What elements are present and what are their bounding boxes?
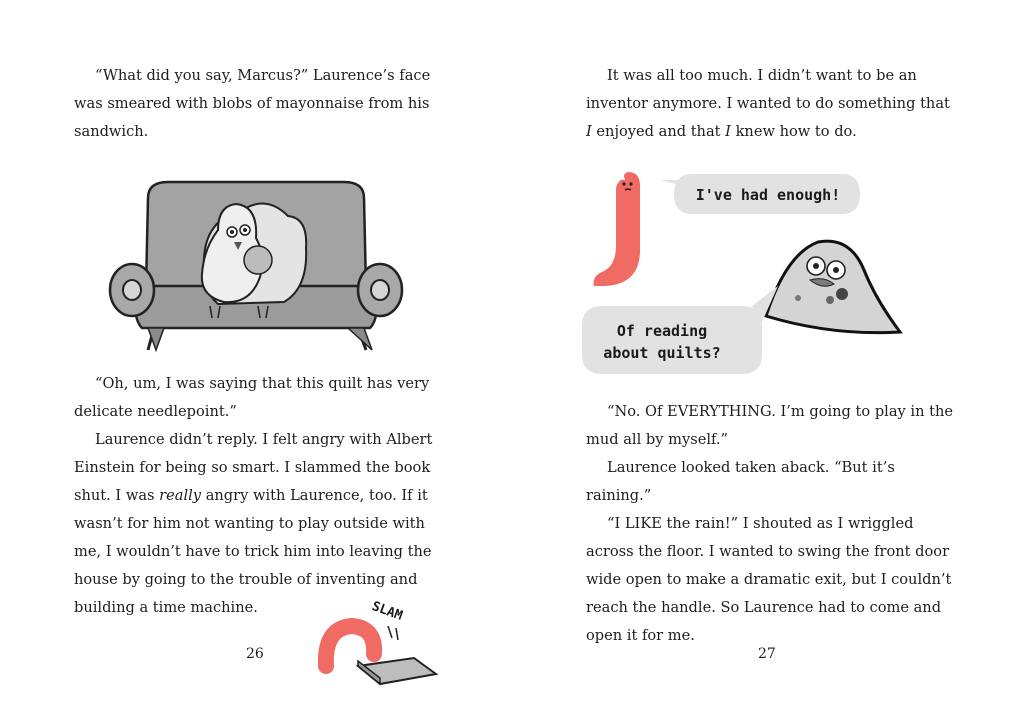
right-paragraph-1 — [586, 62, 958, 146]
left-paragraph-2 — [74, 370, 446, 426]
sofa-illustration — [108, 178, 404, 356]
slam-book-illustration — [318, 596, 442, 688]
bird-bubble-line1: Of reading — [616, 322, 708, 340]
bird-speech-bubble — [582, 306, 762, 374]
right-para3-text: Laurence looked taken aback. “But it’s raining.” — [586, 459, 895, 504]
right-para1-text — [586, 62, 958, 146]
left-para2-text: “Oh, um, I was saying that this quilt has very delicate needlepoint.” — [74, 375, 430, 420]
dialogue-illustration — [572, 166, 912, 384]
bird-character — [766, 241, 900, 333]
right-paragraph-2 — [586, 398, 958, 650]
right-para2-text: “No. Of EVERYTHING. I’m going to play in the mud all by myself.” — [586, 403, 954, 448]
left-paragraph-3 — [74, 426, 446, 622]
left-para3-text — [74, 426, 446, 622]
left-para1-text: “What did you say, Marcus?” Laurence’s face was smeared with blobs of mayonnaise from his sandwich. — [74, 67, 431, 140]
right-para4-text: “I LIKE the rain!” I shouted as I wriggled across the floor. I wanted to swing the front door wide open to make a dramatic exit, but I couldn’t reach the handle. So Laurence had to come and open it for me. — [586, 515, 952, 644]
page-number-right: 27 — [758, 646, 776, 662]
right-para1-b: enjoyed and that — [591, 123, 726, 140]
left-para3-start: Laurence didn’t reply. I felt angry with Albert Einstein for being so smart. I slammed the book shut. I was — [74, 431, 433, 504]
slam-label: SLAM — [369, 599, 405, 624]
left-para3-emphasis: really — [159, 487, 202, 504]
right-para1-c: knew how to do. — [730, 123, 857, 140]
page-number-left: 26 — [246, 646, 264, 662]
left-paragraph-1 — [74, 62, 446, 146]
right-para1-a: It was all too much. I didn’t want to be an inventor anymore. I wanted to do something that — [586, 67, 950, 112]
right-page — [512, 0, 1024, 714]
right-para1-i1: I — [586, 123, 592, 140]
worm-bubble-text: I've had enough! — [695, 186, 841, 204]
left-para3-rest: angry with Laurence, too. If it wasn’t for him not wanting to play outside with me, I wouldn’t have to trick him into leaving the house by going to the trouble of inventing and building a time machine. — [74, 487, 432, 616]
right-para1-i2: I — [725, 123, 731, 140]
bird-bubble-line2: about quilts? — [603, 344, 721, 362]
